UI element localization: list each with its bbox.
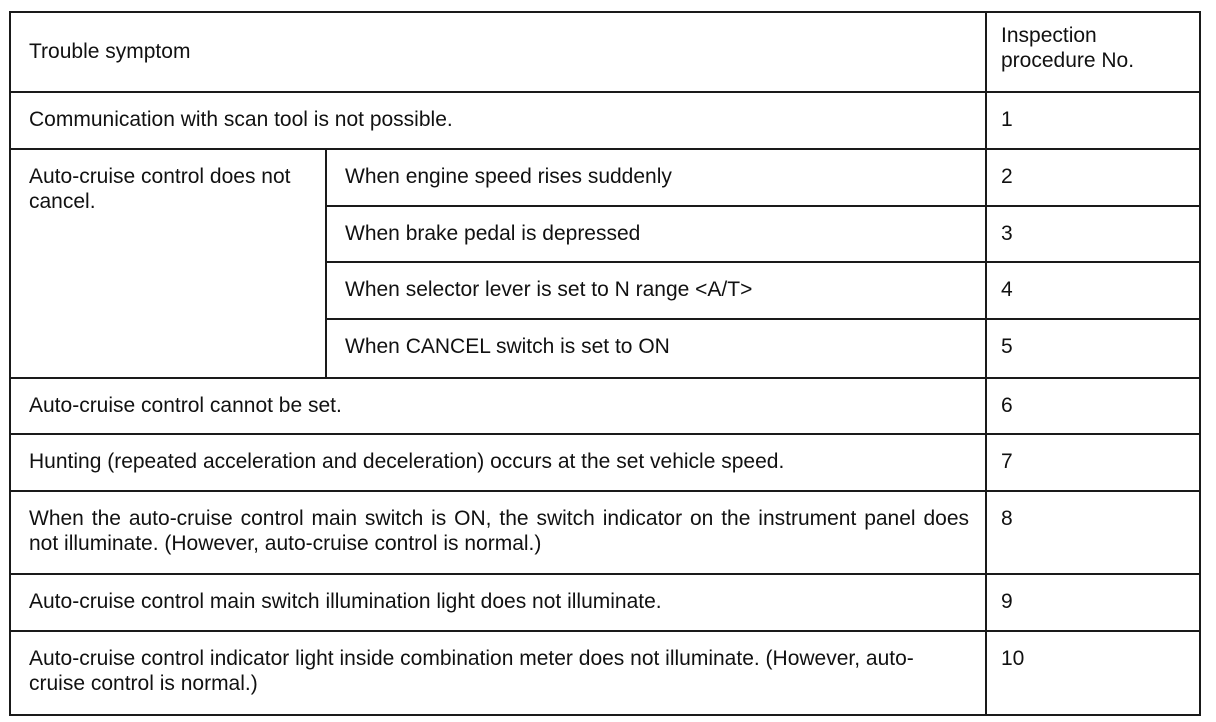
table-row: [10, 378, 1200, 434]
symptom-cell: Auto-cruise control indicator light inside combination meter does not illuminate. (However, auto-cruise control is normal.): [10, 631, 986, 715]
symptom-cell: Auto-cruise control cannot be set.: [10, 378, 986, 434]
condition-cell: When engine speed rises suddenly: [326, 149, 986, 206]
procedure-number-cell: 6: [986, 378, 1200, 434]
table-row: [10, 491, 1200, 574]
table-row: [10, 631, 1200, 715]
procedure-number-cell: 1: [986, 92, 1200, 149]
trouble-symptom-table: [9, 11, 1201, 716]
table-row: [10, 574, 1200, 631]
header-trouble-symptom: Trouble symptom: [10, 12, 986, 92]
symptom-group-cell: Auto-cruise control does not cancel.: [10, 149, 326, 378]
condition-cell: When CANCEL switch is set to ON: [326, 319, 986, 378]
procedure-number-cell: 8: [986, 491, 1200, 574]
table-row: [10, 149, 1200, 206]
procedure-number-cell: 2: [986, 149, 1200, 206]
symptom-cell: Hunting (repeated acceleration and deceleration) occurs at the set vehicle speed.: [10, 434, 986, 491]
header-inspection-procedure-no: Inspection procedure No.: [986, 12, 1200, 92]
symptom-cell: When the auto-cruise control main switch is ON, the switch indicator on the instrument panel does not illuminate. (However, auto-cruise control is normal.): [10, 491, 986, 574]
table-row: [10, 434, 1200, 491]
condition-cell: When selector lever is set to N range <A/T>: [326, 262, 986, 319]
procedure-number-cell: 9: [986, 574, 1200, 631]
table-header-row: [10, 12, 1200, 92]
procedure-number-cell: 3: [986, 206, 1200, 262]
symptom-cell: Communication with scan tool is not possible.: [10, 92, 986, 149]
condition-cell: When brake pedal is depressed: [326, 206, 986, 262]
procedure-number-cell: 10: [986, 631, 1200, 715]
procedure-number-cell: 5: [986, 319, 1200, 378]
procedure-number-cell: 7: [986, 434, 1200, 491]
table-row: [10, 92, 1200, 149]
procedure-number-cell: 4: [986, 262, 1200, 319]
symptom-cell: Auto-cruise control main switch illumination light does not illuminate.: [10, 574, 986, 631]
